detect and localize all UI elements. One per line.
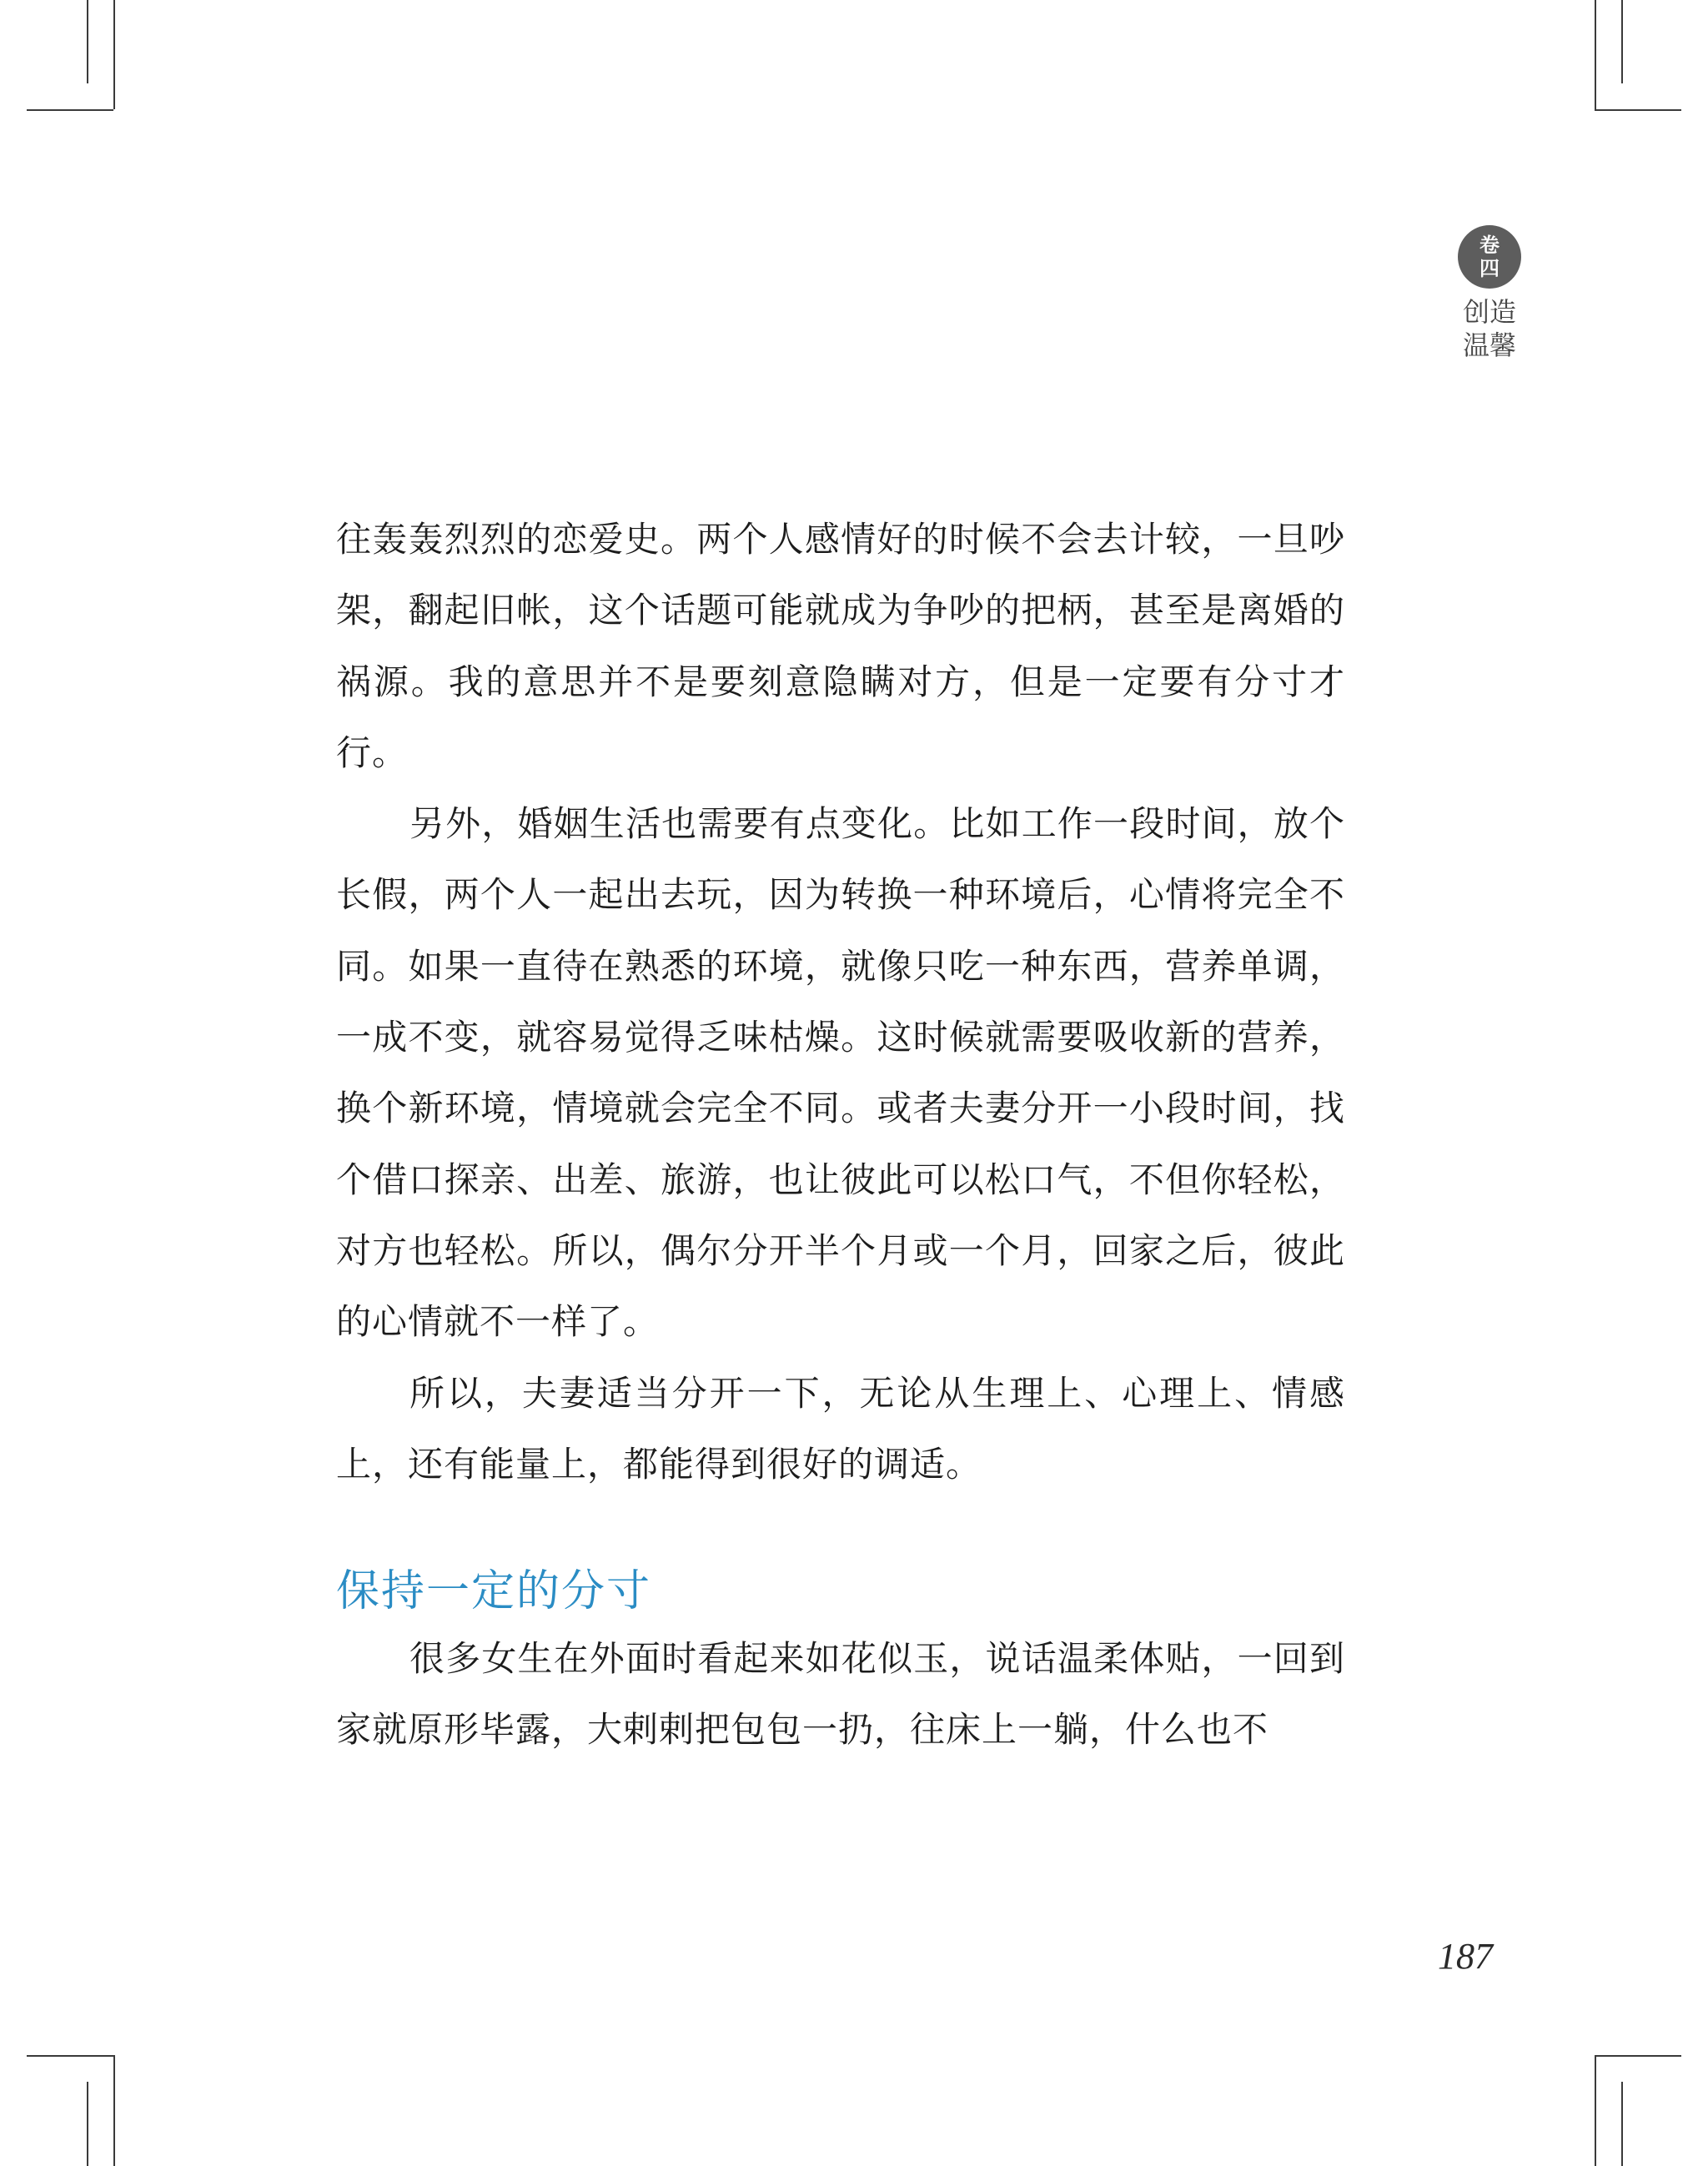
crop-mark-bottom-right-horizontal (1595, 2055, 1681, 2057)
paragraph: 所以，夫妻适当分开一下，无论从生理上、心理上、情感上，还有能量上，都能得到很好的调适。 (336, 1372, 1345, 1485)
paragraph: 很多女生在外面时看起来如花似玉，说话温柔体贴，一回到家就原形毕露，大剌剌把包包一扔，往床上一躺，什么也不 (336, 1638, 1345, 1751)
crop-mark-bottom-left-vertical (113, 2055, 115, 2166)
crop-mark-top-left-vertical-outer (87, 0, 88, 83)
chapter-tab (1458, 225, 1521, 362)
chapter-title: 创造温馨 (1462, 296, 1516, 361)
paragraph-continued: 往轰轰烈烈的恋爱史。两个人感情好的时候不会去计较，一旦吵架，翻起旧帐，这个话题可能就成为争吵的把柄，甚至是离婚的祸源。我的意思并不是要刻意隐瞒对方，但是一定要有分寸才行。 (336, 519, 1345, 773)
chapter-badge-line1: 卷 (1479, 233, 1500, 257)
crop-mark-top-left-horizontal (27, 109, 113, 111)
crop-mark-top-left-vertical (113, 0, 115, 109)
crop-mark-top-right-vertical-outer (1621, 0, 1623, 83)
body-text (336, 504, 1345, 1766)
section-heading: 保持一定的分寸 (336, 1566, 652, 1617)
page-number: 187 (1438, 1936, 1493, 1977)
crop-mark-bottom-right-vertical (1595, 2055, 1596, 2166)
crop-mark-bottom-left-vertical-outer (87, 2082, 88, 2166)
crop-mark-bottom-right-vertical-outer (1621, 2082, 1623, 2166)
crop-mark-top-right-vertical (1595, 0, 1596, 109)
paragraph: 另外，婚姻生活也需要有点变化。比如工作一段时间，放个长假，两个人一起出去玩，因为转换一种环境后，心情将完全不同。如果一直待在熟悉的环境，就像只吃一种东西，营养单调，一成不变，就容易觉得乏味枯燥。这时候就需要吸收新的营养，换个新环境，情境就会完全不同。或者夫妻分开一小段时间，找个借口探亲、出差、旅游，也让彼此可以松口气，不但你轻松，对方也轻松。所以，偶尔分开半个月或一个月，回家之后，彼此的心情就不一样了。 (336, 803, 1345, 1343)
crop-mark-top-right-horizontal (1595, 109, 1681, 111)
chapter-number-badge (1458, 225, 1521, 289)
chapter-badge-line2: 四 (1479, 256, 1500, 280)
crop-mark-bottom-left-horizontal (27, 2055, 113, 2057)
